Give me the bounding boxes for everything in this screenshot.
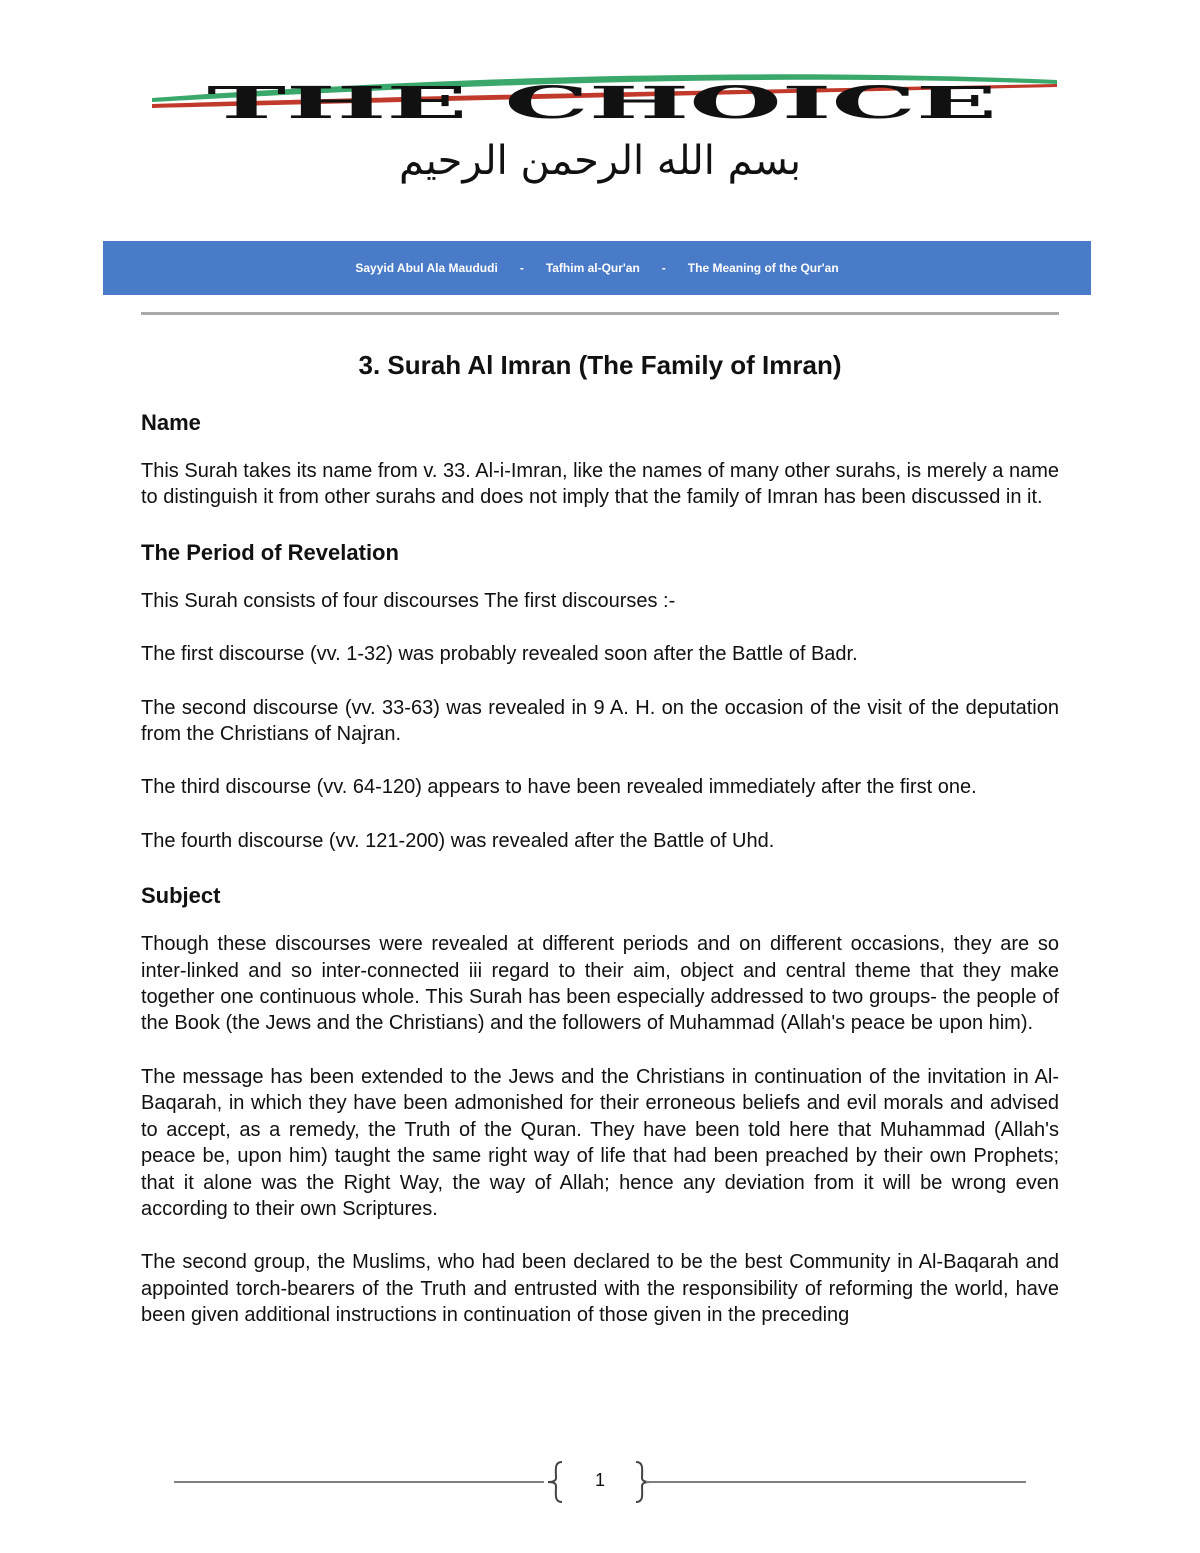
bismillah: بسم الله الرحمن الرحيم — [398, 138, 802, 184]
banner-separator: - — [519, 261, 524, 275]
page-number: 1 — [594, 1470, 605, 1490]
logo-text: THE CHOICE — [207, 78, 997, 129]
paragraph: The second discourse (vv. 33-63) was revealed in 9 A. H. on the occasion of the visit of the deputation from the Christians of Najran. — [141, 696, 1059, 746]
banner-separator: - — [661, 261, 666, 275]
footer-line-right — [646, 1481, 1026, 1483]
section-heading-subject: Subject — [141, 883, 221, 909]
paragraph: The message has been extended to the Jews and the Christians in continuation of the invitation in Al-Baqarah, in which they have been admonished for their erroneous beliefs and evil morals and advised to accept, as a remedy, the Truth of the Quran. They have been told here that Muhammad (Allah's peace be, upon him) taught the same right way of life that had been preached by their own Prophets; that it alone was the Right Way, the way of Allah; hence any deviation from it will be wrong even according to their own Scriptures. — [141, 1065, 1059, 1220]
paragraph: The fourth discourse (vv. 121-200) was revealed after the Battle of Uhd. — [141, 829, 775, 852]
banner-work: Tafhim al-Qur'an — [545, 261, 640, 275]
left-brace-icon — [546, 1460, 566, 1504]
document-title: 3. Surah Al Imran (The Family of Imran) — [358, 350, 842, 380]
the-choice-logo — [142, 62, 1062, 132]
document-body — [141, 346, 1059, 1356]
paragraph: The second group, the Muslims, who had been declared to be the best Community in Al-Baqarah and appointed torch-bearers of the Truth and entrusted with the responsibility of reforming the world, have been given additional instructions in continuation of those given in the preceding — [141, 1251, 1059, 1327]
page-footer — [174, 1460, 1026, 1504]
banner-subtitle: The Meaning of the Qur'an — [687, 261, 839, 275]
section-heading-name: Name — [141, 410, 201, 435]
paragraph: The third discourse (vv. 64-120) appears to have been revealed immediately after the first one. — [141, 776, 977, 799]
section-heading-period: The Period of Revelation — [141, 539, 399, 565]
header-banner — [103, 241, 1091, 295]
paragraph: This Surah consists of four discourses The first discourses :- — [141, 589, 676, 612]
paragraph: Though these discourses were revealed at different periods and on different occasions, they are so inter-linked and so inter-connected iii regard to their aim, object and central theme that they make together one continuous whole. This Surah has been especially addressed to two groups- the people of the Book (the Jews and the Christians) and the followers of Muhammad (Allah's peace be upon him). — [141, 933, 1059, 1035]
banner-author: Sayyid Abul Ala Maududi — [355, 261, 498, 275]
paragraph: The first discourse (vv. 1-32) was probably revealed soon after the Battle of Badr. — [141, 643, 858, 666]
paragraph: This Surah takes its name from v. 33. Al-i-Imran, like the names of many other surahs, is merely a name to distinguish it from other surahs and does not imply that the family of Imran has been discussed in it. — [141, 460, 1059, 509]
footer-line-left — [174, 1481, 544, 1483]
header-divider — [141, 312, 1059, 315]
